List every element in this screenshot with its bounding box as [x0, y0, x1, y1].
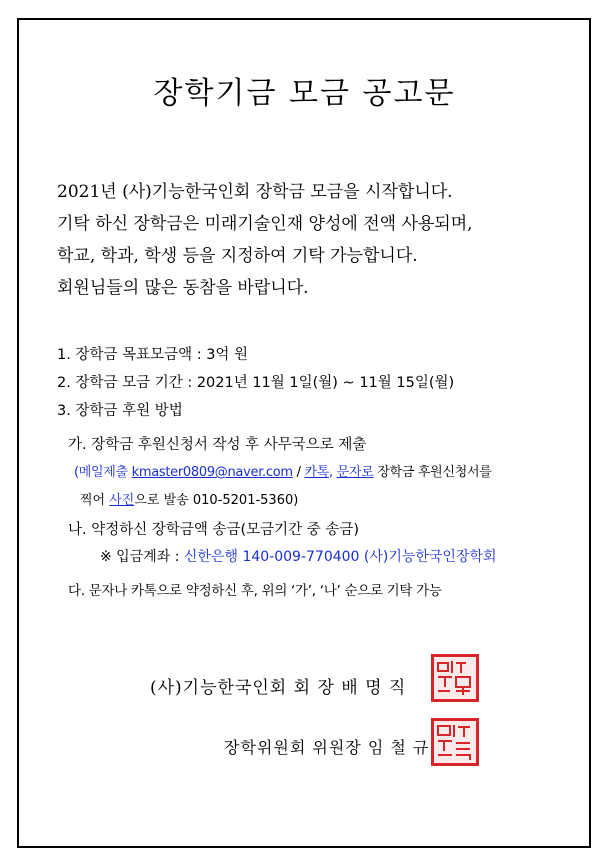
intro-paragraph	[57, 176, 473, 304]
account-line	[100, 546, 497, 566]
form-text: 장학금 후원신청서를	[373, 465, 492, 480]
kakao-link[interactable]: 카톡	[304, 465, 330, 480]
photo-link[interactable]: 사진	[109, 493, 135, 508]
sub-item-a-detail-line1	[74, 461, 491, 480]
mail-submit-label: (메일제출	[74, 465, 132, 480]
sub-item-b: 나. 약정하신 장학금액 송금(모금기간 중 송금)	[68, 522, 360, 538]
comma-text: ,	[329, 465, 337, 480]
email-link[interactable]: kmaster0809@naver.com	[131, 465, 293, 480]
separator-text: /	[292, 465, 305, 480]
intro-line: 2021년 (사)기능한국인회 장학금 모금을 시작합니다.	[57, 182, 453, 202]
document-title: 장학기금 모금 공고문	[153, 76, 456, 111]
committee-chair-signature: 장학위원회 위원장 임 철 규	[224, 738, 430, 757]
sub-item-c: 다. 문자나 카톡으로 약정하신 후, 위의 ‘가’, ‘나’ 순으로 기탁 가능	[68, 583, 442, 599]
account-value: 신한은행 140-009-770400 (사)기능한국인장학회	[183, 549, 497, 565]
take-text: 찍어	[80, 493, 110, 508]
sms-link[interactable]: 문자로	[336, 465, 374, 480]
sub-item-a-detail-line2	[80, 489, 298, 508]
item-target-amount: 1. 장학금 목표모금액 : 3억 원	[57, 347, 249, 363]
account-label: ※ 입금계좌 :	[100, 549, 184, 565]
sub-item-a: 가. 장학금 후원신청서 작성 후 사무국으로 제출	[68, 437, 367, 453]
item-method: 3. 장학금 후원 방법	[57, 403, 183, 419]
chair-seal-icon	[431, 718, 479, 766]
president-seal-icon	[431, 654, 479, 702]
intro-line: 회원님들의 많은 동참을 바랍니다.	[57, 278, 309, 298]
president-signature: (사)기능한국인회 회 장 배 명 직	[150, 678, 407, 698]
item-period: 2. 장학금 모금 기간 : 2021년 11월 1일(월) ~ 11월 15일(월)	[57, 375, 455, 391]
send-phone-text: 으로 발송 010-5201-5360)	[134, 493, 299, 508]
intro-line: 기탁 하신 장학금은 미래기술인재 양성에 전액 사용되며,	[57, 214, 473, 234]
intro-line: 학교, 학과, 학생 등을 지정하여 기탁 가능합니다.	[57, 246, 418, 266]
